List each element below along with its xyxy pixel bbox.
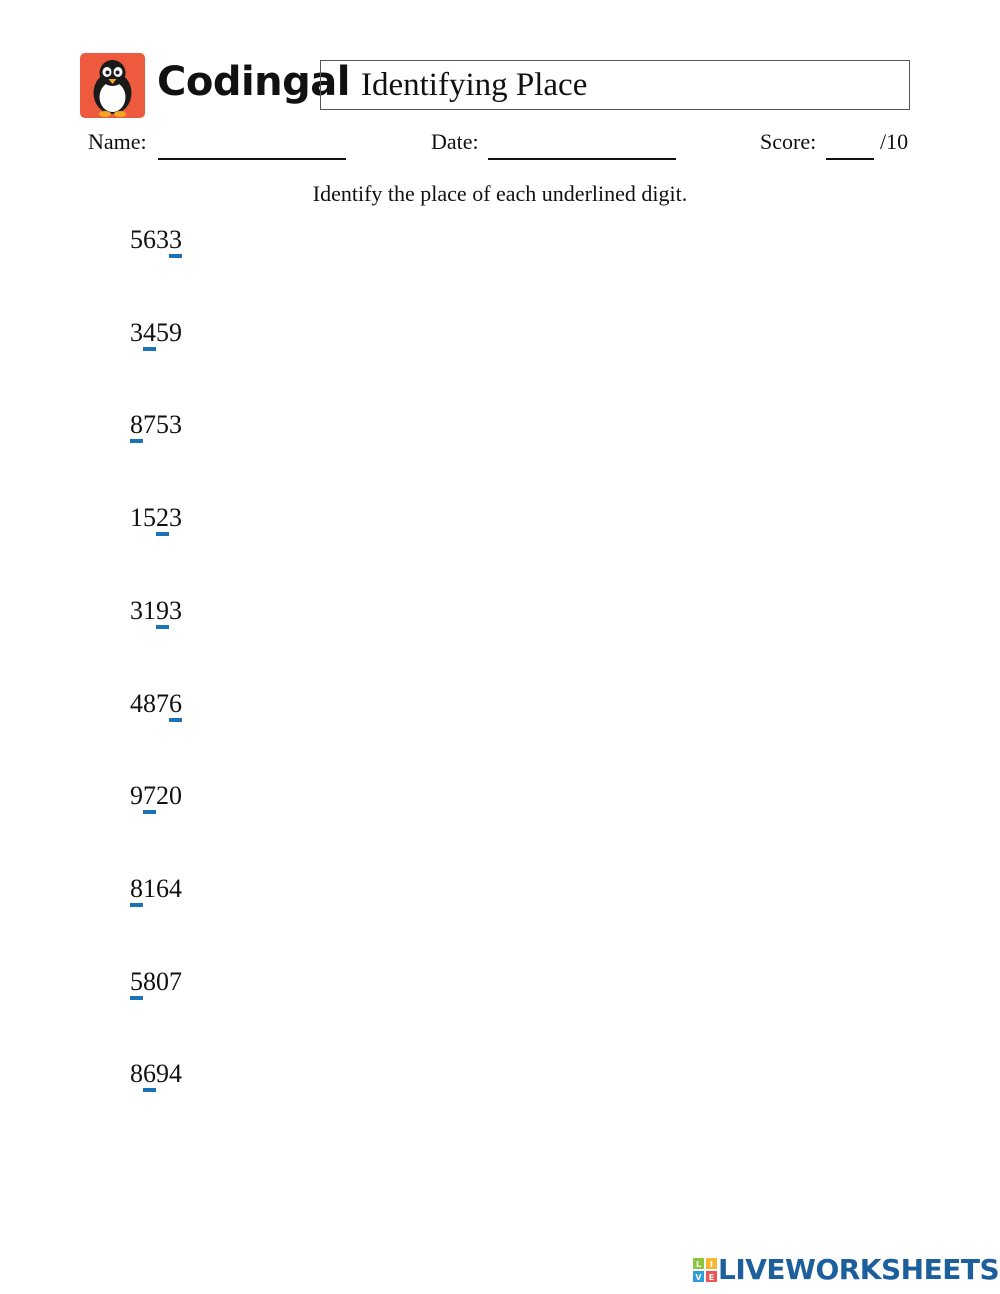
question-item xyxy=(0,1059,400,1099)
score-total: /10 xyxy=(880,129,909,154)
digit: 6 xyxy=(143,225,156,254)
name-label: Name: xyxy=(88,129,147,154)
digit: 5 xyxy=(156,410,169,439)
question-number-value xyxy=(130,1059,182,1089)
digit: 5 xyxy=(143,503,156,532)
question-number-value xyxy=(130,225,182,255)
digit: 5 xyxy=(130,225,143,254)
underlined-digit: 7 xyxy=(143,781,156,810)
digit: 7 xyxy=(156,689,169,718)
svg-text:V: V xyxy=(695,1273,702,1282)
worksheet-title: Identifying Place xyxy=(361,67,588,103)
question-item xyxy=(0,874,400,914)
digit: 8 xyxy=(143,689,156,718)
digit: 7 xyxy=(143,410,156,439)
digit: 3 xyxy=(169,596,182,625)
instruction-text: Identify the place of each underlined digit. xyxy=(312,181,688,206)
digit: 3 xyxy=(130,596,143,625)
question-number-value xyxy=(130,410,182,440)
question-item xyxy=(0,225,400,265)
underlined-digit: 8 xyxy=(130,410,143,439)
date-label: Date: xyxy=(431,129,479,154)
digit: 6 xyxy=(156,874,169,903)
digit: 8 xyxy=(130,1059,143,1088)
question-number-value xyxy=(130,318,182,348)
underlined-digit: 9 xyxy=(156,596,169,625)
question-number-value xyxy=(130,781,182,811)
digit: 3 xyxy=(156,225,169,254)
question-number-value xyxy=(130,503,182,533)
question-number-value xyxy=(130,596,182,626)
liveworksheets-logo-icon xyxy=(693,1258,717,1282)
digit: 4 xyxy=(169,1059,182,1088)
question-item xyxy=(0,967,400,1007)
digit: 4 xyxy=(169,874,182,903)
digit: 0 xyxy=(156,967,169,996)
svg-text:I: I xyxy=(710,1260,713,1269)
digit: 4 xyxy=(130,689,143,718)
underlined-digit: 6 xyxy=(143,1059,156,1088)
underlined-digit: 5 xyxy=(130,967,143,996)
digit: 9 xyxy=(169,318,182,347)
question-item xyxy=(0,781,400,821)
underlined-digit: 4 xyxy=(143,318,156,347)
digit: 3 xyxy=(130,318,143,347)
digit: 3 xyxy=(169,503,182,532)
liveworksheets-brand: LIVEWORKSHEETS xyxy=(718,1253,1000,1286)
question-number-value xyxy=(130,874,182,904)
score-label: Score: xyxy=(760,129,817,154)
digit: 5 xyxy=(156,318,169,347)
penguin-icon xyxy=(80,53,145,118)
brand-name: Codingal xyxy=(157,59,350,105)
svg-text:L: L xyxy=(695,1260,702,1269)
worksheet-title-box xyxy=(320,60,910,110)
digit: 9 xyxy=(130,781,143,810)
digit: 8 xyxy=(143,967,156,996)
underlined-digit: 2 xyxy=(156,503,169,532)
digit: 1 xyxy=(143,874,156,903)
question-number-value xyxy=(130,689,182,719)
digit: 2 xyxy=(156,781,169,810)
question-item xyxy=(0,596,400,636)
svg-text:E: E xyxy=(708,1273,715,1282)
name-field[interactable] xyxy=(158,158,346,160)
digit: 9 xyxy=(156,1059,169,1088)
codingal-logo xyxy=(80,53,145,118)
digit: 0 xyxy=(169,781,182,810)
underlined-digit: 6 xyxy=(169,689,182,718)
digit: 7 xyxy=(169,967,182,996)
underlined-digit: 8 xyxy=(130,874,143,903)
date-field[interactable] xyxy=(488,158,676,160)
question-item xyxy=(0,410,400,450)
underlined-digit: 3 xyxy=(169,225,182,254)
score-field[interactable] xyxy=(826,158,874,160)
digit: 1 xyxy=(130,503,143,532)
digit: 1 xyxy=(143,596,156,625)
question-item xyxy=(0,318,400,358)
question-item xyxy=(0,689,400,729)
question-item xyxy=(0,503,400,543)
digit: 3 xyxy=(169,410,182,439)
question-number-value xyxy=(130,967,182,997)
